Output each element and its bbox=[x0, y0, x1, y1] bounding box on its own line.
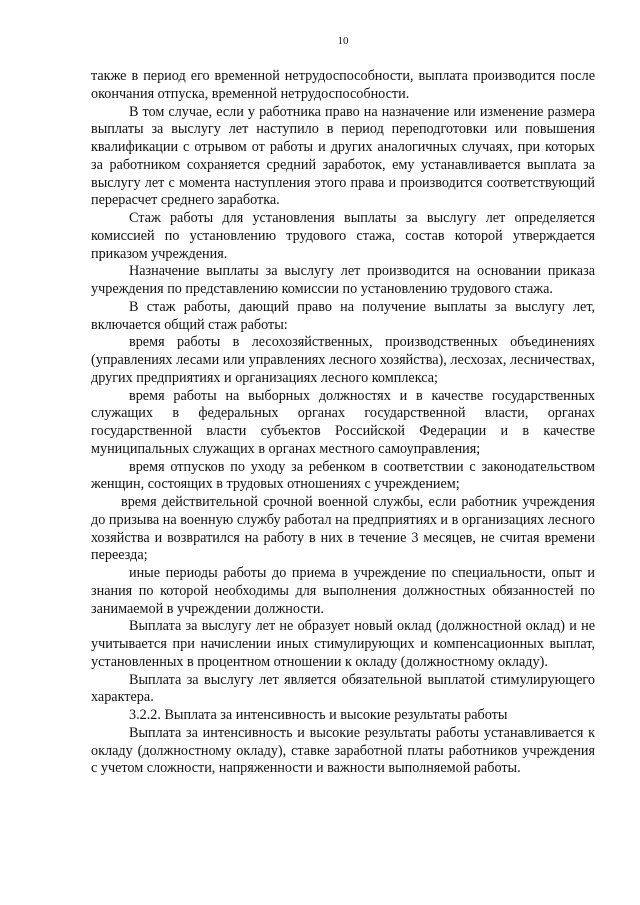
paragraph-appointment: Назначение выплаты за выслугу лет производится на основании приказа учреждения по представлению комиссии по установлению трудового стажа. bbox=[91, 263, 595, 297]
paragraph-requalification: В том случае, если у работника право на назначение или изменение размера выплаты за выслугу лет наступило в период переподготовки или повышения квалификации с отрывом от работы и других аналогичных случаях, при которых за работником сохраняется средний заработок, ему устанавливается выплата за выслугу лет с момента наступления этого права и производится соответствующий перерасчет среднего заработка. bbox=[91, 103, 595, 209]
list-item-military-service: время действительной срочной военной службы, если работник учреждения до призыва на военную службу работал на предприятиях и в организациях лесного хозяйства и возвратился на работу в них в течение 3 месяцев, не считая времени переезда; bbox=[91, 494, 595, 564]
paragraph-commission: Стаж работы для установления выплаты за выслугу лет определяется комиссией по установлению трудового стажа, состав которой утверждается приказом учреждения. bbox=[91, 210, 595, 262]
page-number: 10 bbox=[337, 35, 349, 47]
section-heading-3-2-2: 3.2.2. Выплата за интенсивность и высокие результаты работы bbox=[129, 707, 508, 723]
list-item-elected-positions: время работы на выборных должностях и в качестве государственных служащих в федеральных органах государственной власти, органах государственной власти субъектов Российской Федерации и в качестве муниципальных служащих в органах местного самоуправления; bbox=[91, 387, 595, 457]
paragraph-not-new-salary: Выплата за выслугу лет не образует новый оклад (должностной оклад) и не учитывается при начислении иных стимулирующих и компенсационных выплат, установленных в процентном отношении к окладу (должностному окладу). bbox=[91, 618, 595, 670]
paragraph-continuation: также в период его временной нетрудоспособности, выплата производится после окончания отпуска, временной нетрудоспособности. bbox=[91, 68, 595, 102]
list-item-forestry-work: время работы в лесохозяйственных, производственных объединениях (управлениях лесами или управлениях лесного хозяйства), лесхозах, лесничествах, других предприятиях и организациях лесного комплекса; bbox=[91, 334, 595, 386]
paragraph-mandatory-payment: Выплата за выслугу лет является обязательной выплатой стимулирующего характера. bbox=[91, 671, 595, 706]
paragraph-seniority-includes: В стаж работы, дающий право на получение выплаты за выслугу лет, включается общий стаж работы: bbox=[91, 298, 595, 333]
document-page bbox=[91, 34, 595, 778]
paragraph-intensity-payment: Выплата за интенсивность и высокие результаты работы устанавливается к окладу (должностному окладу), ставке заработной платы работников учреждения с учетом сложности, напряженности и важности выполняемой работы. bbox=[91, 724, 595, 777]
list-item-childcare-leave: время отпусков по уходу за ребенком в соответствии с законодательством женщин, состоящих в трудовых отношениях с учреждением; bbox=[91, 458, 595, 493]
list-item-other-periods: иные периоды работы до приема в учреждение по специальности, опыт и знания по которой необходимы для выполнения должностных обязанностей по занимаемой в учреждении должности. bbox=[91, 565, 595, 617]
